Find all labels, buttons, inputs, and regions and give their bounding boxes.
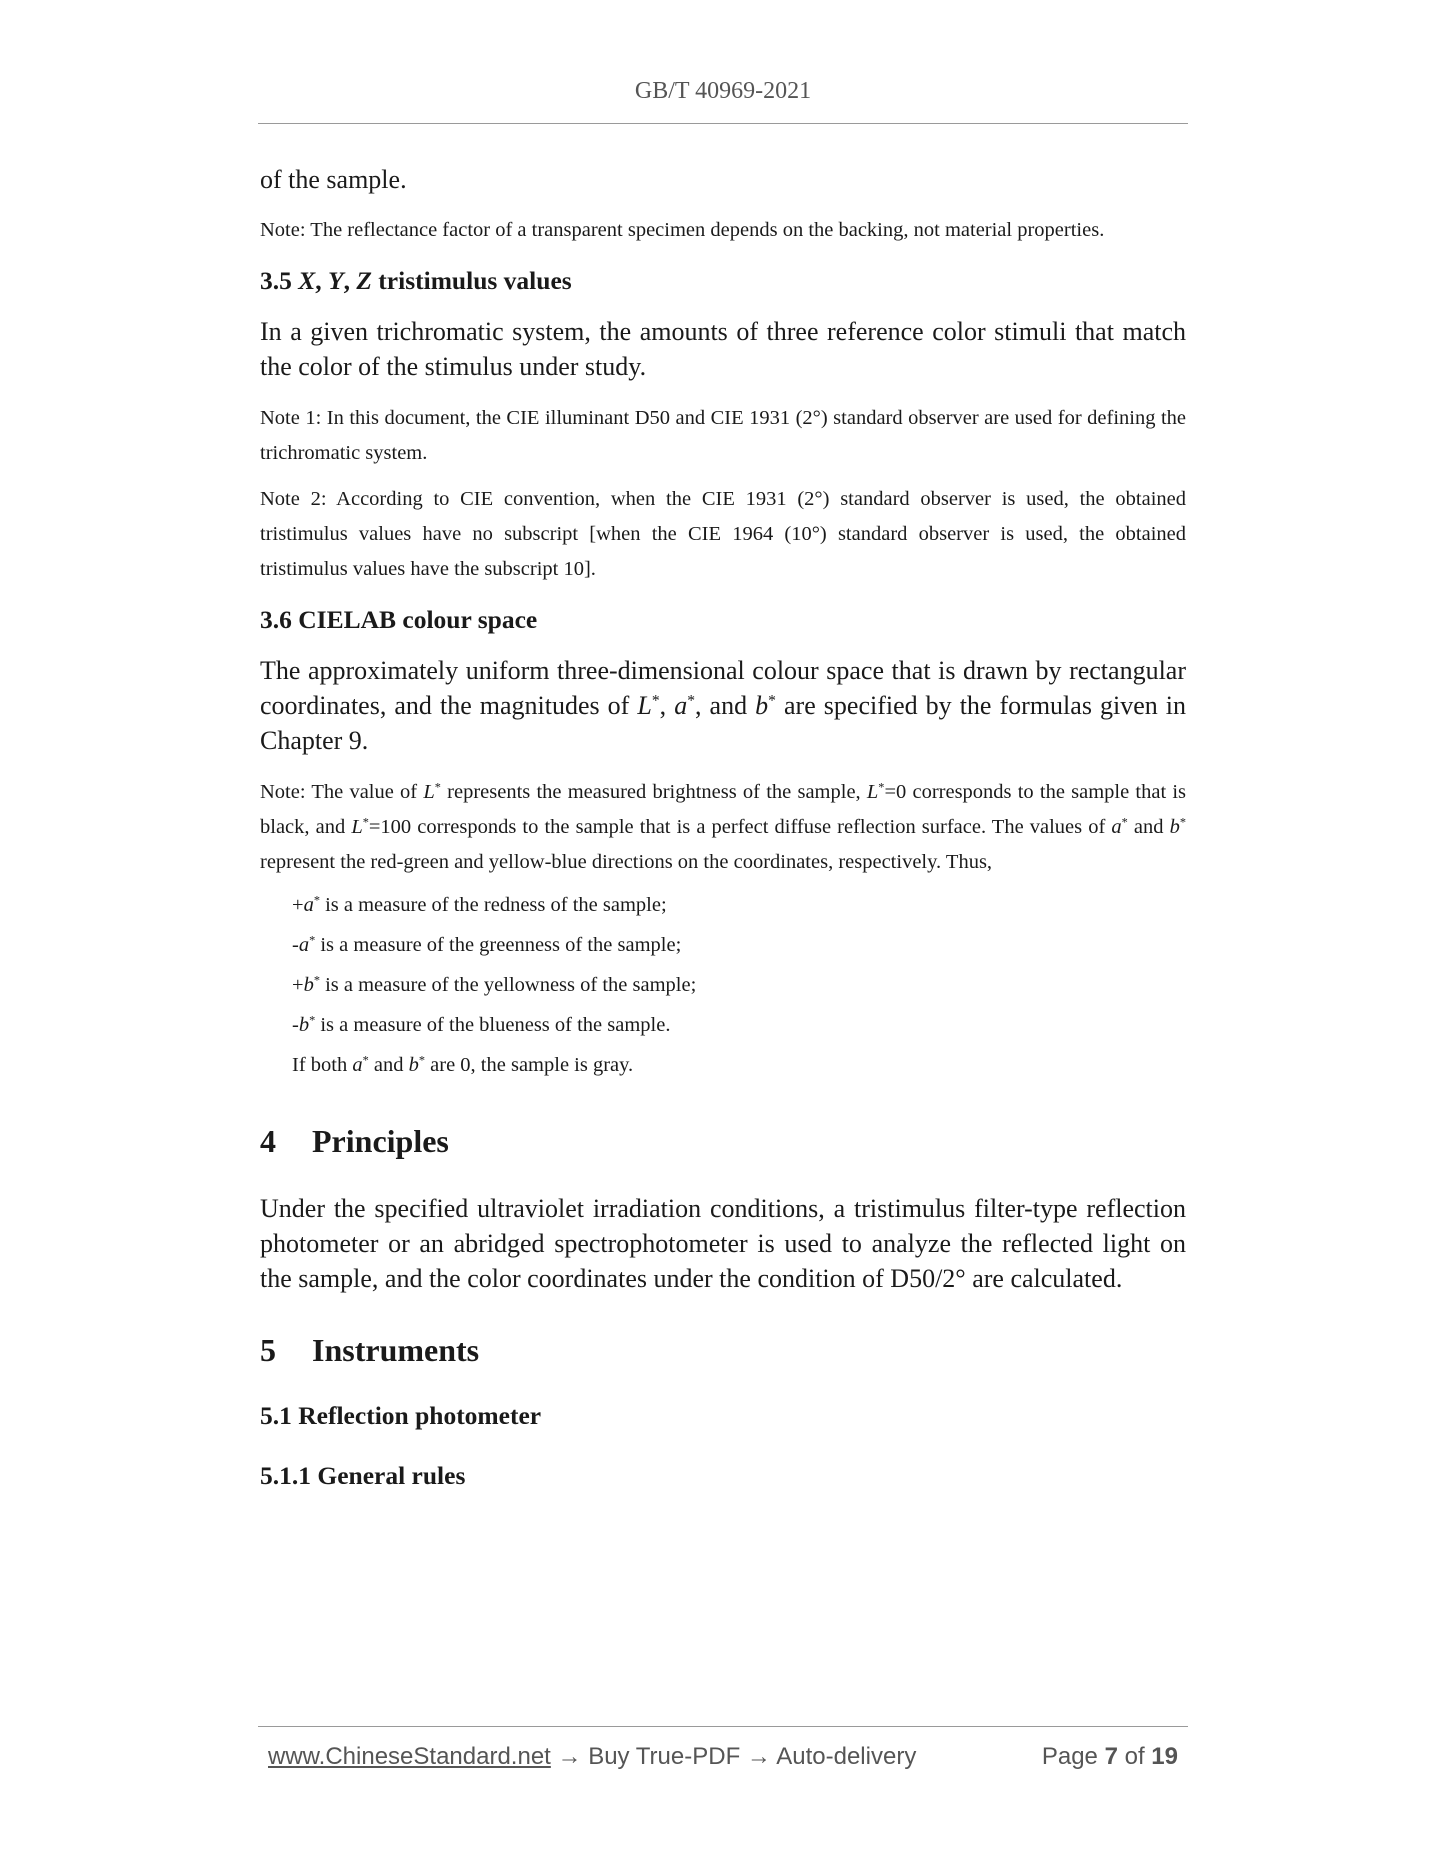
heading-3-6: 3.6 CIELAB colour space — [260, 605, 538, 634]
note-1: Note 1: In this document, the CIE illuminant D50 and CIE 1931 (2°) standard observer are used for defining the trichromatic system. — [260, 407, 1186, 464]
note-reflectance: Note: The reflectance factor of a transparent specimen depends on the backing, not material properties. — [260, 219, 1105, 241]
heading-4: 4 Principles — [260, 1123, 449, 1159]
footer-rule — [258, 1726, 1188, 1727]
arrow-icon: → — [557, 1743, 582, 1770]
list-item: -a* is a measure of the greenness of the sample; — [292, 933, 682, 956]
gray-note: If both a* and b* are 0, the sample is gray. — [292, 1053, 634, 1076]
heading-5-1: 5.1 Reflection photometer — [260, 1401, 542, 1430]
page-header: GB/T 40969-2021 — [634, 78, 812, 104]
heading-5-1-1: 5.1.1 General rules — [260, 1461, 466, 1490]
page-content — [260, 162, 1186, 1493]
continued-paragraph: of the sample. — [260, 165, 407, 194]
page-footer — [268, 1743, 1178, 1771]
list-item: -b* is a measure of the blueness of the sample. — [292, 1013, 671, 1036]
paragraph-4: Under the specified ultraviolet irradiation conditions, a tristimulus filter-type reflection photometer or an abridged spectrophotometer is used to analyze the reflected light on the sample, and the color coordinates under the condition of D50/2° are calculated. — [260, 1194, 1186, 1293]
arrow-icon: → — [746, 1743, 771, 1770]
lab-list — [260, 885, 1186, 1085]
paragraph-3-5: In a given trichromatic system, the amounts of three reference color stimuli that match the color of the stimulus under study. — [260, 317, 1186, 381]
note-lab: Note: The value of L* represents the measured brightness of the sample, L*=0 corresponds to the sample that is black, and L*=100 corresponds to the sample that is a perfect diffuse reflection surface. The values of a* and b* represent the red-green and yellow-blue directions on the coordinates, respectively. Thus, — [260, 780, 1187, 873]
heading-5: 5 Instruments — [260, 1332, 480, 1368]
buy-true-pdf-text: Buy True-PDF — [588, 1743, 741, 1770]
note-2: Note 2: According to CIE convention, when the CIE 1931 (2°) standard observer is used, the obtained tristimulus values have no subscript [when the CIE 1964 (10°) standard observer is used, the obtained tristimulus values have the subscript 10]. — [260, 488, 1186, 580]
paragraph-3-6: The approximately uniform three-dimensional colour space that is drawn by rectangular coordinates, and the magnitudes of L*, a*, and b* are specified by the formulas given in Chapter 9. — [260, 656, 1187, 755]
heading-3-5: 3.5 X, Y, Z tristimulus values — [260, 266, 572, 295]
page-number: Page 7 of 19 — [1041, 1743, 1178, 1770]
auto-delivery-text: Auto-delivery — [776, 1743, 917, 1770]
list-item: +a* is a measure of the redness of the sample; — [292, 893, 667, 916]
list-item: +b* is a measure of the yellowness of the sample; — [292, 973, 697, 996]
chinese-standard-link[interactable]: www.ChineseStandard.net — [268, 1743, 551, 1770]
header-rule — [258, 123, 1188, 124]
